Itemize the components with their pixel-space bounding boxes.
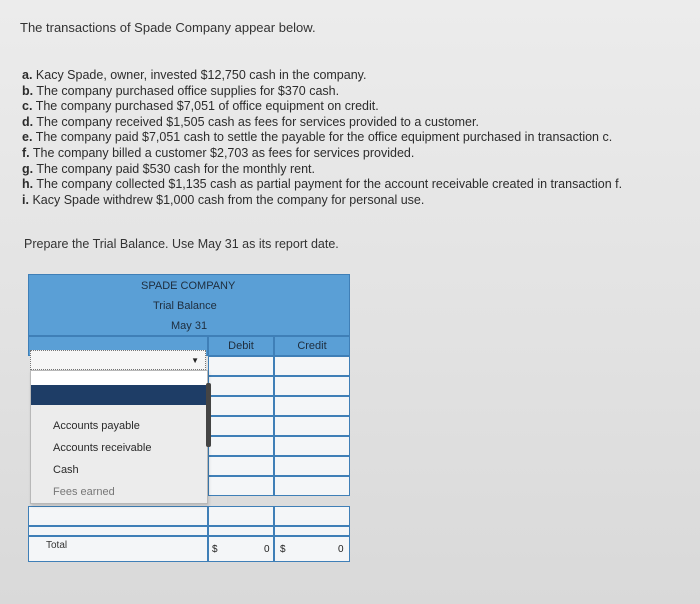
credit-input[interactable] [274,506,350,526]
credit-input[interactable] [274,356,350,376]
transaction-list [22,68,622,208]
transaction-item: i. Kacy Spade withdrew $1,000 cash from the company for personal use. [22,192,425,207]
transaction-item: e. The company paid $7,051 cash to settle the payable for the office equipment purchased in transaction c. [22,130,613,145]
debit-input[interactable] [208,416,274,436]
transaction-item: d. The company received $1,505 cash as fees for services provided to a customer. [22,114,479,129]
account-select[interactable] [28,526,208,536]
credit-total-symbol: $ [280,544,286,555]
debit-input[interactable] [208,476,274,496]
dropdown-option[interactable]: Fees earned [53,486,115,498]
credit-input[interactable] [274,526,350,536]
credit-column-header: Credit [274,336,350,356]
debit-input[interactable] [208,356,274,376]
debit-input[interactable] [208,456,274,476]
credit-input[interactable] [274,416,350,436]
transaction-item: g. The company paid $530 cash for the monthly rent. [22,161,315,176]
credit-input[interactable] [274,456,350,476]
credit-input[interactable] [274,376,350,396]
debit-total-symbol: $ [212,544,218,555]
account-select[interactable] [28,506,208,526]
dropdown-option[interactable]: Accounts payable [53,420,140,432]
dropdown-option[interactable]: Accounts receivable [53,442,152,454]
account-select-open[interactable] [30,350,206,370]
debit-input[interactable] [208,396,274,416]
debit-input[interactable] [208,436,274,456]
transaction-item: a. Kacy Spade, owner, invested $12,750 cash in the company. [22,68,367,82]
chevron-down-icon[interactable]: ▼ [191,356,199,365]
debit-total-value: 0 [264,544,270,555]
credit-total-value: 0 [338,544,344,555]
total-row [28,536,350,562]
statement-date: May 31 [171,320,208,332]
credit-input[interactable] [274,396,350,416]
transaction-item: f. The company billed a customer $2,703 as fees for services provided. [22,145,415,160]
debit-column-header: Debit [208,336,274,356]
dropdown-blank-option[interactable] [31,371,207,385]
instruction-text: Prepare the Trial Balance. Use May 31 as its report date. [24,237,339,251]
company-name: SPADE COMPANY [141,280,236,292]
debit-input[interactable] [208,376,274,396]
debit-input[interactable] [208,506,274,526]
credit-input[interactable] [274,436,350,456]
worksheet-header [28,274,350,336]
dropdown-scrollbar[interactable] [206,383,211,447]
trial-balance-worksheet [28,274,350,564]
dropdown-highlighted-option[interactable] [31,385,207,405]
dropdown-option[interactable]: Cash [53,464,79,476]
page-heading: The transactions of Spade Company appear below. [20,20,316,35]
total-label: Total [46,540,68,551]
transaction-item: b. The company purchased office supplies for $370 cash. [22,83,340,98]
account-dropdown-list[interactable] [30,370,208,504]
credit-input[interactable] [274,476,350,496]
transaction-item: h. The company collected $1,135 cash as partial payment for the account receivable created in transaction f. [22,177,623,192]
debit-input[interactable] [208,526,274,536]
transaction-item: c. The company purchased $7,051 of office equipment on credit. [22,99,379,114]
statement-name: Trial Balance [153,300,217,312]
